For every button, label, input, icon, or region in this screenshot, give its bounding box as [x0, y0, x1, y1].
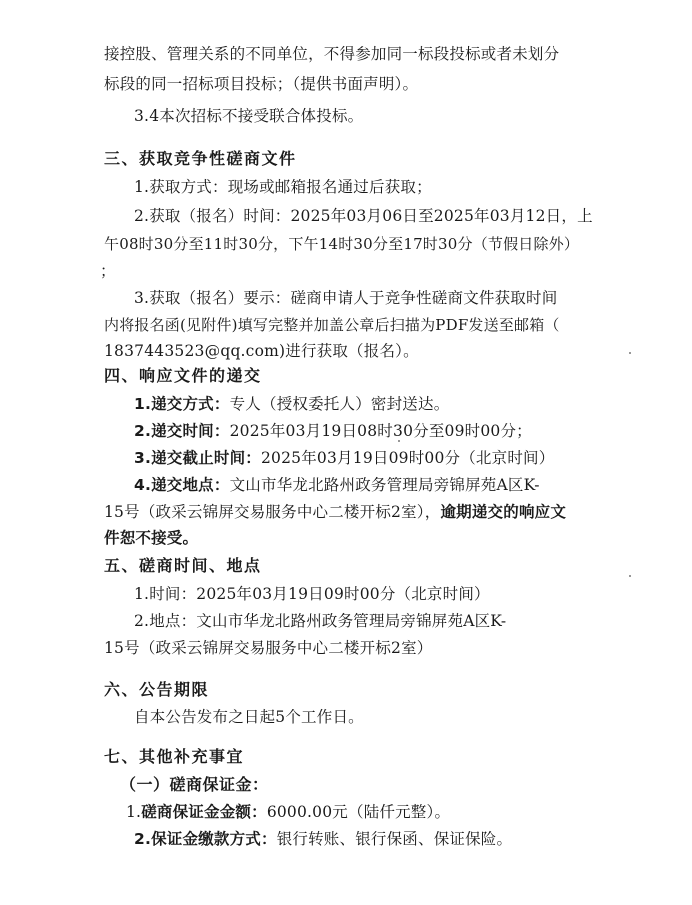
paragraph-line: 接控股、管理关系的不同单位，不得参加同一标段投标或者未划分 — [104, 45, 560, 63]
paragraph-line: 自本公告发布之日起5个工作日。 — [134, 708, 364, 726]
paragraph-line: 1837443523@qq.com)进行获取（报名）。 — [104, 342, 419, 360]
paragraph-line: 1.时间：2025年03月19日09时00分（北京时间） — [134, 585, 490, 603]
paragraph-line: 2.地点：文山市华龙北路州政务管理局旁锦屏苑A区K- — [134, 612, 507, 630]
subsection-heading: （一）磋商保证金： — [120, 775, 269, 794]
scan-speck — [629, 352, 631, 354]
section-heading-5: 五、磋商时间、地点 — [104, 556, 262, 575]
scan-speck — [629, 575, 631, 577]
section-heading-6: 六、公告期限 — [104, 680, 210, 699]
section-heading-3: 三、获取竞争性磋商文件 — [104, 149, 297, 168]
section-heading-4: 四、响应文件的递交 — [104, 366, 262, 385]
paragraph-line: 4.递交地点：文山市华龙北路州政务管理局旁锦屏苑A区K- — [134, 476, 540, 494]
paragraph-line: 内将报名函(见附件)填写完整并加盖公章后扫描为PDF发送至邮箱（ — [104, 316, 560, 334]
scan-speck — [398, 440, 400, 442]
paragraph-line: 2.递交时间：2025年03月19日08时30分至09时00分； — [134, 422, 532, 440]
paragraph-line: 标段的同一招标项目投标；（提供书面声明）。 — [104, 75, 419, 93]
paragraph-line: 3.获取（报名）要示：磋商申请人于竞争性磋商文件获取时间 — [134, 289, 558, 307]
section-heading-7: 七、其他补充事宜 — [104, 747, 245, 766]
paragraph-line: 15号（政采云锦屏交易服务中心二楼开标2室），逾期递交的响应文 — [104, 503, 567, 521]
paragraph-line: ； — [100, 262, 116, 280]
paragraph-line: 2.获取（报名）时间：2025年03月06日至2025年03月12日，上 — [134, 207, 593, 225]
paragraph-line: 2.保证金缴款方式：银行转账、银行保函、保证保险。 — [134, 830, 513, 848]
paragraph-line: 15号（政采云锦屏交易服务中心二楼开标2室） — [104, 639, 433, 657]
paragraph-line: 1.获取方式：现场或邮箱报名通过后获取； — [134, 178, 432, 196]
paragraph-line: 午08时30分至11时30分，下午14时30分至17时30分（节假日除外） — [104, 235, 580, 253]
paragraph-line: 3.递交截止时间：2025年03月19日09时00分（北京时间） — [134, 449, 555, 467]
paragraph-line: 1.递交方式：专人（授权委托人）密封送达。 — [134, 395, 450, 413]
paragraph-line: 3.4本次招标不接受联合体投标。 — [134, 107, 364, 125]
paragraph-line: 1.磋商保证金金额：6000.00元（陆仟元整）。 — [126, 803, 451, 821]
paragraph-line: 件恕不接受。 — [104, 529, 199, 547]
